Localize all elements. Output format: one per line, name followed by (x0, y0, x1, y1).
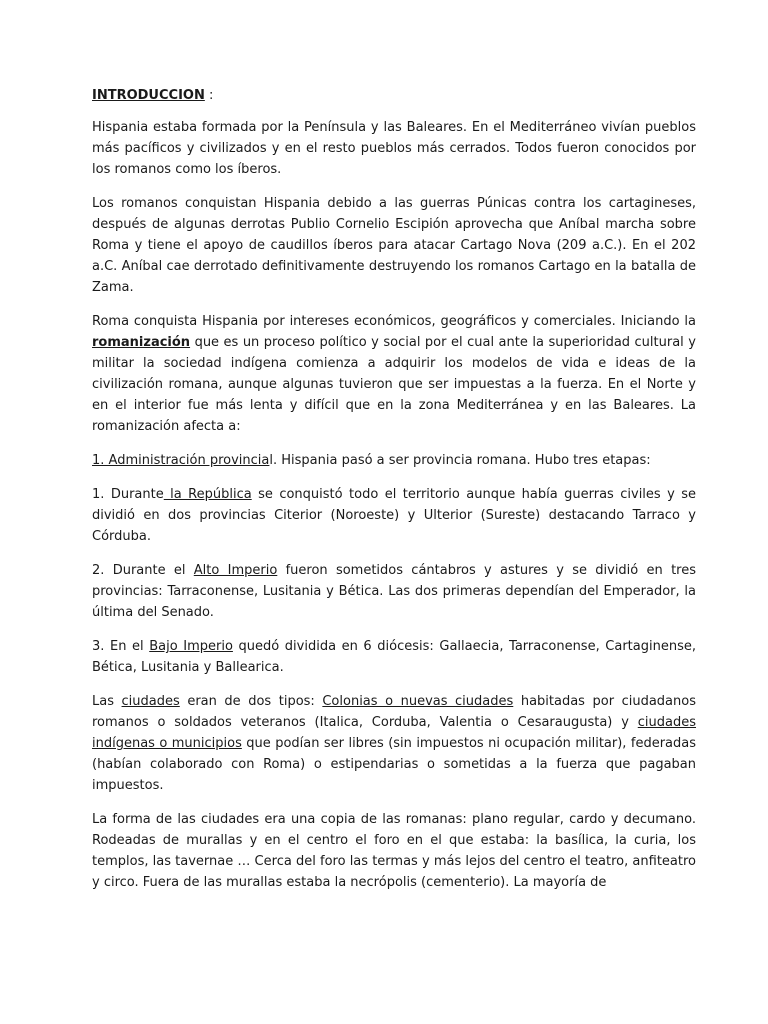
text-fragment: l. Hispania pasó a ser provincia romana. Hubo tres etapas: (269, 453, 651, 468)
paragraph-ciudades (92, 691, 696, 796)
text-fragment: habitadas por ciudadanos romanos o soldados veteranos (Italica, Corduba, Valentia o Cesaraugusta) y (92, 694, 696, 730)
term-bajo-imperio: Bajo Imperio (149, 639, 233, 654)
text-fragment: se conquistó todo el territorio aunque había guerras civiles y se dividió en dos provincias Citerior (Noroeste) y Ulterior (Sureste) destacando Tarraco y Córduba. (92, 487, 697, 544)
paragraph-bajo-imperio (92, 636, 696, 678)
text-fragment: fueron sometidos cántabros y astures y se dividió en tres provincias: Tarraconense, Lusitania y Bética. Las dos primeras dependían del Emperador, la última del Senado. (92, 563, 696, 620)
paragraph-republica (92, 484, 696, 547)
paragraph-provincial-admin (92, 450, 696, 471)
paragraph-city-form: La forma de las ciudades era una copia de las romanas: plano regular, cardo y decumano. Rodeadas de murallas y en el centro el foro en el que estaba: la basílica, la curia, los templos, las tavernae … Cerca del foro las termas y más lejos del centro el teatro, anfiteatro y circo. Fuera de las murallas estaba la necrópolis (cementerio). La mayoría de (92, 812, 696, 890)
term-colonias: Colonias o nuevas ciudades (322, 694, 514, 709)
text-fragment: 1. Durante (92, 487, 164, 502)
text-fragment: Las (92, 694, 122, 709)
term-romanizacion: romanización (92, 335, 191, 350)
text-fragment: Roma conquista Hispania por intereses económicos, geográficos y comerciales. Iniciando la (92, 314, 696, 329)
heading-suffix: : (204, 88, 214, 103)
paragraph-alto-imperio (92, 560, 696, 623)
paragraph-conquest: Los romanos conquistan Hispania debido a las guerras Púnicas contra los cartagineses, después de algunas derrotas Publio Cornelio Escipión aprovecha que Aníbal marcha sobre Roma y tiene el apoyo de caudillos íberos para atacar Cartago Nova (209 a.C.). En el 202 a.C. Aníbal cae derrotado definitivamente destruyendo los romanos Cartago en la batalla de Zama. (92, 196, 696, 295)
text-fragment: quedó dividida en 6 diócesis: Gallaecia, Tarraconense, Cartaginense, Bética, Lusitania y Ballearica. (92, 639, 696, 675)
text-fragment: que podían ser libres (sin impuestos ni ocupación militar), federadas (habían colaborado con Roma) o estipendarias o sometidas a la fuerza que pagaban impuestos. (92, 736, 696, 793)
term-ciudades-indigenas: ciudades indígenas o municipios (92, 715, 696, 751)
term-alto-imperio: Alto Imperio (193, 563, 278, 578)
section-heading (92, 86, 696, 106)
text-fragment: 3. En el (92, 639, 150, 654)
heading-title: INTRODUCCION (92, 88, 205, 103)
term-ciudades: ciudades (121, 694, 180, 709)
subheading-admin: 1. Administración provincia (92, 453, 270, 468)
paragraph-romanization (92, 311, 696, 437)
paragraph-hispania-peoples: Hispania estaba formada por la Península y las Baleares. En el Mediterráneo vivían pueblos más pacíficos y civilizados y en el resto pueblos más cerrados. Todos fueron conocidos por los romanos como los íberos. (92, 120, 696, 177)
term-republica: la República (163, 487, 252, 502)
text-fragment: 2. Durante el (92, 563, 194, 578)
text-fragment: eran de dos tipos: (179, 694, 323, 709)
text-fragment: que es un proceso político y social por el cual ante la superioridad cultural y militar la sociedad indígena comienza a adquirir los modelos de vida e ideas de la civilización romana, aunque algunas tuvieron que ser impuestas a la fuerza. En el Norte y en el interior fue más lenta y difícil que en la zona Mediterránea y en las Baleares. La romanización afecta a: (92, 335, 696, 434)
